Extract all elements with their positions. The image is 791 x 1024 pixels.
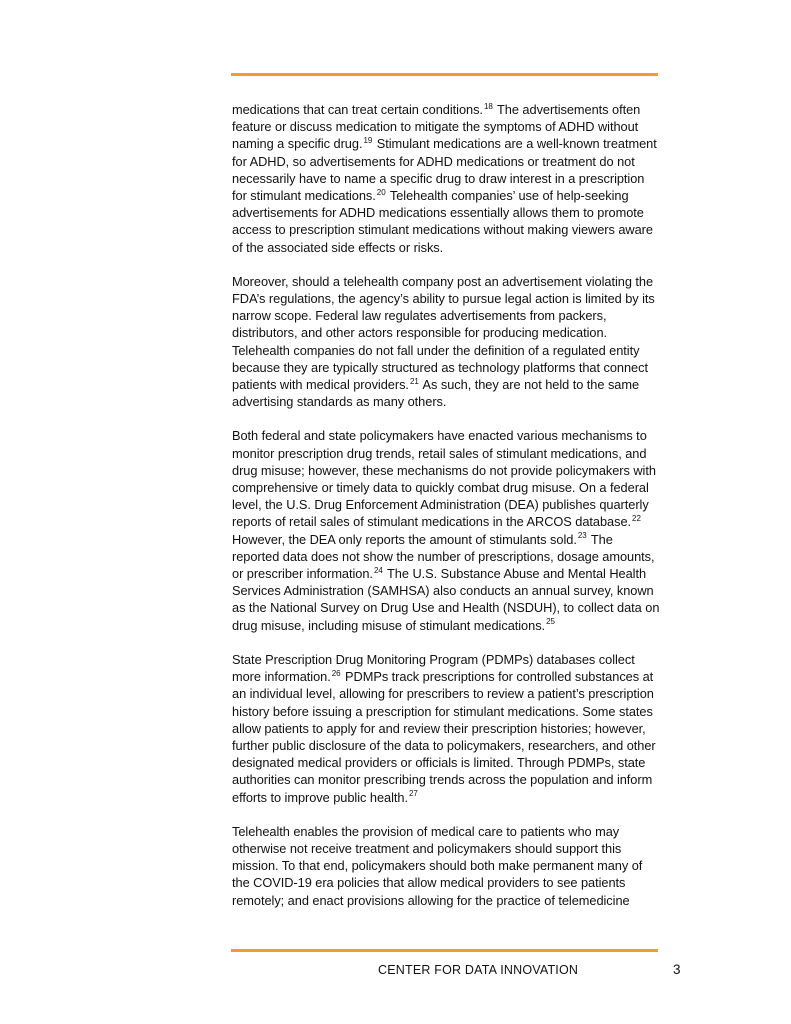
- body-text: [232, 101, 660, 926]
- footnote-ref: 21: [409, 376, 419, 386]
- footnote-ref: 25: [546, 617, 555, 627]
- paragraph-text: PDMPs track prescriptions for controlled substances at an individual level, allowing for prescribers to review a patient’s prescription history before issuing a prescription for stimulant medications. Some states allow patients to apply for and review their prescription histories; however, further public disclosure of the data to policymakers, researchers, and other designated medical providers or officials is limited. Through PDMPs, state authorities can monitor prescribing trends across the population and inform efforts to improve public health.: [232, 669, 656, 805]
- paragraph: [232, 427, 660, 633]
- paragraph-text: Both federal and state policymakers have enacted various mechanisms to monitor prescription drug trends, retail sales of stimulant medications, and drug misuse; however, these mechanisms do not provide policymakers with comprehensive or timely data to quickly combat drug misuse. On a federal level, the U.S. Drug Enforcement Administration (DEA) publishes quarterly reports of retail sales of stimulant medications in the ARCOS database.: [232, 428, 656, 530]
- paragraph-text: The reported data does not show the number of prescriptions, dosage amounts, or prescriber information.: [232, 531, 655, 582]
- paragraph-text: Telehealth enables the provision of medical care to patients who may otherwise not receive treatment and policymakers should support this mission. To that end, policymakers should both make permanent many of the COVID-19 era policies that allow medical providers to see patients remotely; and enact provisions allowing for the practice of telemedicine: [232, 823, 643, 908]
- paragraph-text: Telehealth companies’ use of help-seeking advertisements for ADHD medications essentially allows them to promote access to prescription stimulant medications without making viewers aware of the associated side effects or risks.: [232, 188, 653, 255]
- footnote-ref: 27: [408, 789, 418, 799]
- footnote-ref: 18: [483, 101, 493, 111]
- paragraph-text: State Prescription Drug Monitoring Program (PDMPs) databases collect more information.: [232, 651, 635, 685]
- footer-rule: [231, 949, 658, 952]
- footnote-ref: 26: [331, 668, 341, 678]
- footnote-ref: 20: [376, 187, 386, 197]
- paragraph: [232, 101, 660, 256]
- paragraph-text: medications that can treat certain conditions.: [232, 102, 483, 117]
- paragraph: [232, 651, 660, 806]
- paragraph-text: The advertisements often feature or discuss medication to mitigate the symptoms of ADHD without naming a specific drug.: [232, 102, 641, 152]
- paragraph-text: Stimulant medications are a well-known treatment for ADHD, so advertisements for ADHD medications or treatment do not necessarily have to name a specific drug to draw interest in a prescription for stimulant medications.: [232, 136, 657, 204]
- page-number: 3: [673, 962, 681, 977]
- header-rule: [231, 73, 658, 76]
- paragraph: [232, 823, 660, 909]
- paragraph-text: As such, they are not held to the same advertising standards as many others.: [232, 377, 640, 410]
- paragraph-text: Moreover, should a telehealth company post an advertisement violating the FDA’s regulations, the agency’s ability to pursue legal action is limited by its narrow scope. Federal law regulates advertisements from packers, distributors, and other actors responsible for producing medication. Telehealth companies do not fall under the definition of a regulated entity because they are typically structured as technology platforms that connect patients with medical providers.: [232, 273, 655, 393]
- footer-organization: CENTER FOR DATA INNOVATION: [378, 963, 579, 977]
- footnote-ref: 24: [373, 565, 383, 575]
- paragraph: [232, 273, 660, 411]
- footnote-ref: 19: [363, 136, 373, 146]
- paragraph-text: However, the DEA only reports the amount of stimulants sold.: [232, 531, 577, 547]
- footnote-ref: 22: [632, 514, 641, 524]
- footnote-ref: 23: [577, 531, 587, 541]
- paragraph-text: The U.S. Substance Abuse and Mental Health Services Administration (SAMHSA) also conducts an annual survey, known as the National Survey on Drug Use and Health (NSDUH), to collect data on drug misuse, including misuse of stimulant medications.: [232, 566, 660, 633]
